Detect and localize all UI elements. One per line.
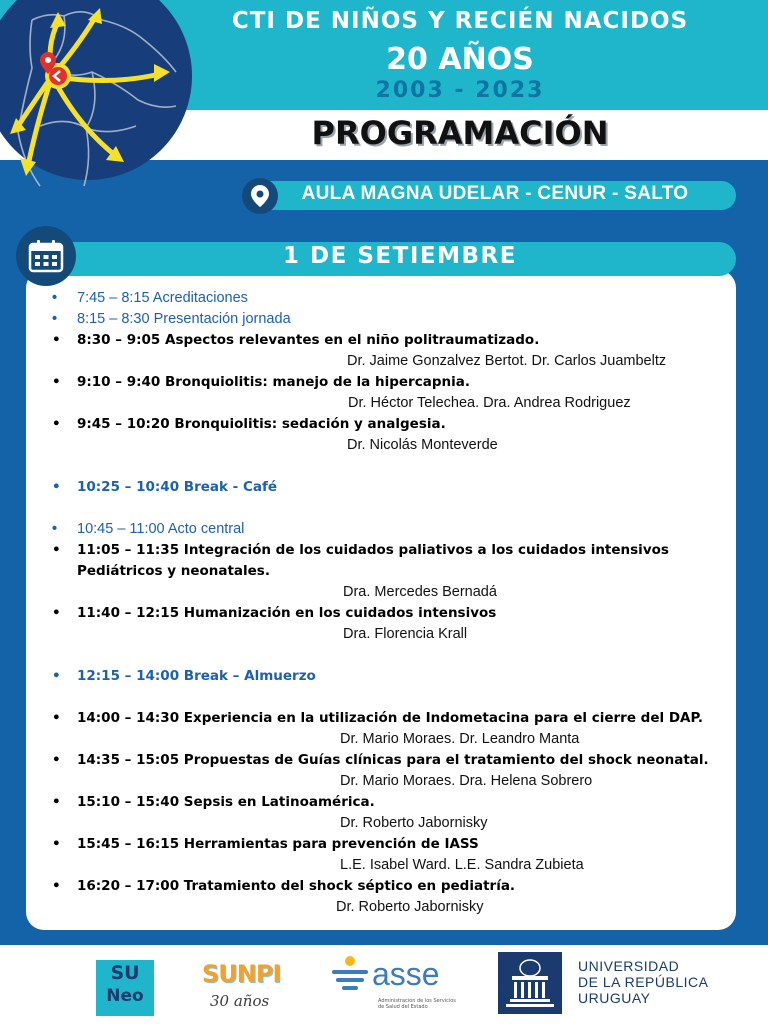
schedule-item-title: 15:45 – 16:15 Herramientas para prevención de IASS xyxy=(77,836,479,852)
speakers: Dr. Nicolás Monteverde xyxy=(347,437,498,453)
event-date: 1 DE SETIEMBRE xyxy=(283,243,517,269)
speakers: Dra. Florencia Krall xyxy=(343,626,468,642)
schedule-item-title: 9:10 – 9:40 Bronquiolitis: manejo de la hipercapnia. xyxy=(77,374,470,390)
calendar-icon xyxy=(16,226,76,286)
header-title: CTI DE NIÑOS Y RECIÉN NACIDOS xyxy=(231,8,689,34)
location-pin-icon xyxy=(242,178,278,214)
suneo-logo-bottom: Neo xyxy=(106,986,144,1006)
schedule-item-title: 9:45 – 10:20 Bronquiolitis: sedación y analgesia. xyxy=(77,416,446,432)
speakers: Dra. Mercedes Bernadá xyxy=(343,584,497,600)
schedule-item-title: 16:20 – 17:00 Tratamiento del shock séptico en pediatría. xyxy=(77,878,516,894)
venue-text: AULA MAGNA UDELAR - CENUR - SALTO xyxy=(301,183,689,204)
udelar-emblem xyxy=(498,952,562,1014)
sunpi-logo xyxy=(198,952,298,1014)
asse-logo-word: asse xyxy=(372,956,440,992)
schedule-item-title: 7:45 – 8:15 Acreditaciones xyxy=(77,290,248,306)
schedule-item xyxy=(50,603,730,645)
sunpi-logo-word: SUNPI xyxy=(202,960,281,988)
schedule-item xyxy=(50,540,730,603)
schedule-item-title: 8:15 – 8:30 Presentación jornada xyxy=(77,311,291,327)
asse-logo-mark xyxy=(328,954,372,994)
anniversary-title: 20 AÑOS xyxy=(386,42,534,77)
schedule-item-title: 8:30 – 9:05 Aspectos relevantes en el niño politraumatizado. xyxy=(77,332,540,348)
schedule-item xyxy=(50,414,730,456)
speakers: Dr. Mario Moraes. Dra. Helena Sobrero xyxy=(340,773,593,789)
schedule-item xyxy=(50,372,730,414)
schedule-item-break xyxy=(50,666,730,687)
asse-logo-sub: Administración de los Servicios de Salud del Estado xyxy=(378,998,456,1010)
schedule-item-title: 14:00 – 14:30 Experiencia en la utilización de Indometacina para el cierre del DAP. xyxy=(77,710,704,726)
speakers: Dr. Mario Moraes. Dr. Leandro Manta xyxy=(340,731,580,747)
asse-logo xyxy=(326,952,466,1014)
schedule-item xyxy=(50,792,730,834)
schedule-item-title: 15:10 – 15:40 Sepsis en Latinoamérica. xyxy=(77,794,375,810)
schedule-item-break xyxy=(50,477,730,498)
uruguay-map-illustration xyxy=(0,0,198,196)
schedule-item xyxy=(50,288,730,309)
schedule-item-title: 14:35 – 15:05 Propuestas de Guías clínicas para el tratamiento del shock neonatal. xyxy=(77,752,709,768)
schedule-item-title: 11:05 – 11:35 Integración de los cuidados paliativos a los cuidados intensivos Pediátricos y neonatales. xyxy=(77,542,669,579)
schedule-item-title: 10:25 – 10:40 Break - Café xyxy=(77,479,278,495)
udelar-line1: UNIVERSIDAD xyxy=(578,958,680,974)
schedule-item xyxy=(50,309,730,330)
suneo-logo xyxy=(96,960,154,1016)
schedule-item-title: 12:15 – 14:00 Break – Almuerzo xyxy=(77,668,316,684)
udelar-line3: URUGUAY xyxy=(578,990,651,1006)
speakers: Dr. Roberto Jabornisky xyxy=(340,815,488,831)
speakers: Dr. Héctor Telechea. Dra. Andrea Rodriguez xyxy=(348,395,631,411)
udelar-logo-text xyxy=(578,958,748,1006)
speakers: Dr. Roberto Jabornisky xyxy=(336,899,484,915)
speakers: Dr. Jaime Gonzalvez Bertot. Dr. Carlos Juambeltz xyxy=(347,353,667,369)
schedule-item xyxy=(50,750,730,792)
sunpi-logo-sub: 30 años xyxy=(210,992,270,1010)
schedule-list xyxy=(50,288,730,918)
schedule-item-title: 10:45 – 11:00 Acto central xyxy=(77,521,245,537)
schedule-item xyxy=(50,519,730,540)
page-title: PROGRAMACIÓN xyxy=(311,114,609,152)
schedule-item xyxy=(50,834,730,876)
schedule-item xyxy=(50,708,730,750)
suneo-logo-top: SU xyxy=(110,962,140,984)
speakers: L.E. Isabel Ward. L.E. Sandra Zubieta xyxy=(340,857,584,873)
schedule-item-title: 11:40 – 12:15 Humanización en los cuidados intensivos xyxy=(77,605,497,621)
udelar-line2: DE LA REPÚBLICA xyxy=(578,974,709,990)
schedule-item xyxy=(50,330,730,372)
schedule-item xyxy=(50,876,730,918)
year-range: 2003 - 2023 xyxy=(375,78,545,103)
